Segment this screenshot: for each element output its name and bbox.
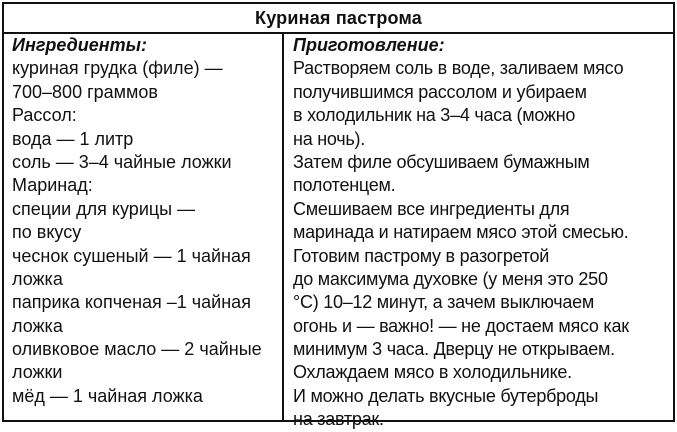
ingredients-column	[4, 34, 284, 420]
ingredient-line: куриная грудка (филе) —	[12, 58, 223, 79]
preparation-line: в холодильник на 3–4 часа (можно	[293, 105, 576, 126]
preparation-line: Затем филе обсушиваем бумажным	[293, 151, 590, 172]
ingredient-line: ложка	[12, 315, 63, 336]
ingredient-line: ложки	[12, 362, 63, 383]
ingredient-line: Маринад:	[12, 175, 93, 196]
ingredient-line: мёд — 1 чайная ложка	[12, 385, 203, 406]
preparation-line: полотенцем.	[293, 175, 396, 196]
ingredient-line: специи для курицы —	[12, 198, 196, 219]
ingredient-line: паприка копченая –1 чайная	[12, 292, 251, 313]
recipe-table	[2, 2, 675, 430]
ingredient-line: чеснок сушеный — 1 чайная	[12, 245, 251, 266]
preparation-line: огонь и — важно! — не достаем мясо как	[293, 315, 629, 336]
preparation-column	[284, 34, 673, 430]
ingredient-line: 700–800 граммов	[12, 81, 158, 102]
ingredient-line: соль — 3–4 чайные ложки	[12, 151, 232, 172]
preparation-line: Готовим пастрому в разогретой	[293, 245, 550, 266]
preparation-line: И можно делать вкусные бутерброды	[293, 385, 599, 406]
ingredients-heading: Ингредиенты:	[12, 35, 148, 55]
preparation-line: на завтрак.	[293, 409, 384, 430]
preparation-heading: Приготовление:	[293, 35, 445, 55]
preparation-line: Смешиваем все ингредиенты для	[293, 198, 570, 219]
preparation-line: минимум 3 часа. Дверцу не открываем.	[293, 339, 615, 360]
preparation-line: до максимума духовке (у меня это 250	[293, 268, 608, 289]
preparation-line: маринада и натираем мясо этой смесью.	[293, 222, 629, 243]
ingredient-line: Рассол:	[12, 105, 77, 126]
preparation-line: Растворяем соль в воде, заливаем мясо	[293, 58, 624, 79]
recipe-title: Куриная пастрома	[4, 4, 673, 34]
preparation-line: °С) 10–12 минут, а зачем выключаем	[293, 292, 594, 313]
ingredient-line: вода — 1 литр	[12, 128, 134, 149]
ingredient-line: по вкусу	[12, 222, 82, 243]
preparation-line: на ночь).	[293, 128, 366, 149]
ingredient-line: ложка	[12, 268, 63, 289]
preparation-line: получившимся рассолом и убираем	[293, 81, 587, 102]
ingredient-line: оливковое масло — 2 чайные	[12, 339, 262, 360]
preparation-line: Охлаждаем мясо в холодильнике.	[293, 362, 572, 383]
